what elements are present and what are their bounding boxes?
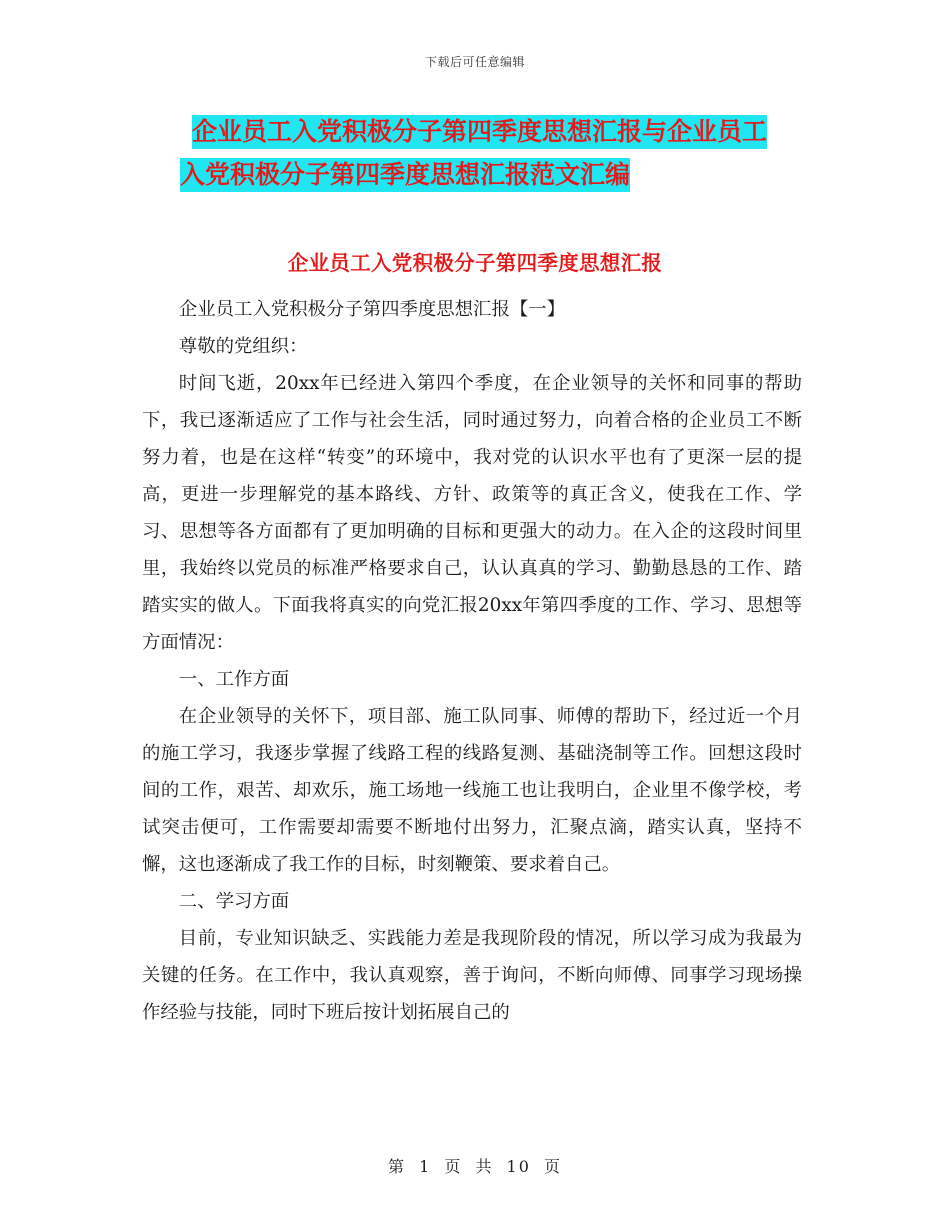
section-heading-work: 一、工作方面 bbox=[178, 669, 290, 690]
intro-paragraph: 时间飞逝，20xx年已经进入第四个季度，在企业领导的关怀和同事的帮助下，我已逐渐适应了工作与社会生活，同时通过努力，向着合格的企业员工不断努力着，也是在这样“转变”的环境中，我对党的认识水平也有了更深一层的提高，更进一步理解党的基本路线、方针、政策等的真正含义，使我在工作、学习、思想等各方面都有了更加明确的目标和更强大的动力。在入企的这段时间里里，我始终以党员的标准严格要求自己，认认真真的学习、勤勤恳恳的工作、踏踏实实的做人。下面我将真实的向党汇报20xx年第四季度的工作、学习、思想等方面情况： bbox=[142, 373, 802, 653]
title-highlight-1: 企业员工入党积极分子第四季度思想汇报与企业员工 bbox=[192, 115, 767, 149]
salutation: 尊敬的党组织： bbox=[178, 336, 308, 357]
title-highlight-2: 入党积极分子第四季度思想汇报范文汇编 bbox=[180, 158, 630, 192]
report-heading: 企业员工入党积极分子第四季度思想汇报【一】 bbox=[178, 299, 566, 320]
document-title-line-2 bbox=[180, 153, 840, 196]
body-text bbox=[142, 291, 802, 1031]
page-number: 第 1 页 共 10 页 bbox=[388, 1157, 562, 1176]
study-paragraph: 目前，专业知识缺乏、实践能力差是我现阶段的情况，所以学习成为我最为关键的任务。在工作中，我认真观察，善于询问，不断向师傅、同事学习现场操作经验与技能，同时下班后按计划拓展自己的 bbox=[142, 928, 802, 1023]
section-title: 企业员工入党积极分子第四季度思想汇报 bbox=[287, 251, 663, 275]
header-note: 下载后可任意编辑 bbox=[424, 55, 525, 69]
document-title-line-1 bbox=[192, 110, 852, 153]
work-paragraph: 在企业领导的关怀下，项目部、施工队同事、师傅的帮助下，经过近一个月的施工学习，我逐步掌握了线路工程的线路复测、基础浇制等工作。回想这段时间的工作，艰苦、却欢乐，施工场地一线施工也让我明白，企业里不像学校，考试突击便可，工作需要却需要不断地付出努力，汇聚点滴，踏实认真，坚持不懈，这也逐渐成了我工作的目标，时刻鞭策、要求着自己。 bbox=[142, 706, 802, 875]
section-heading-study: 二、学习方面 bbox=[178, 891, 290, 912]
